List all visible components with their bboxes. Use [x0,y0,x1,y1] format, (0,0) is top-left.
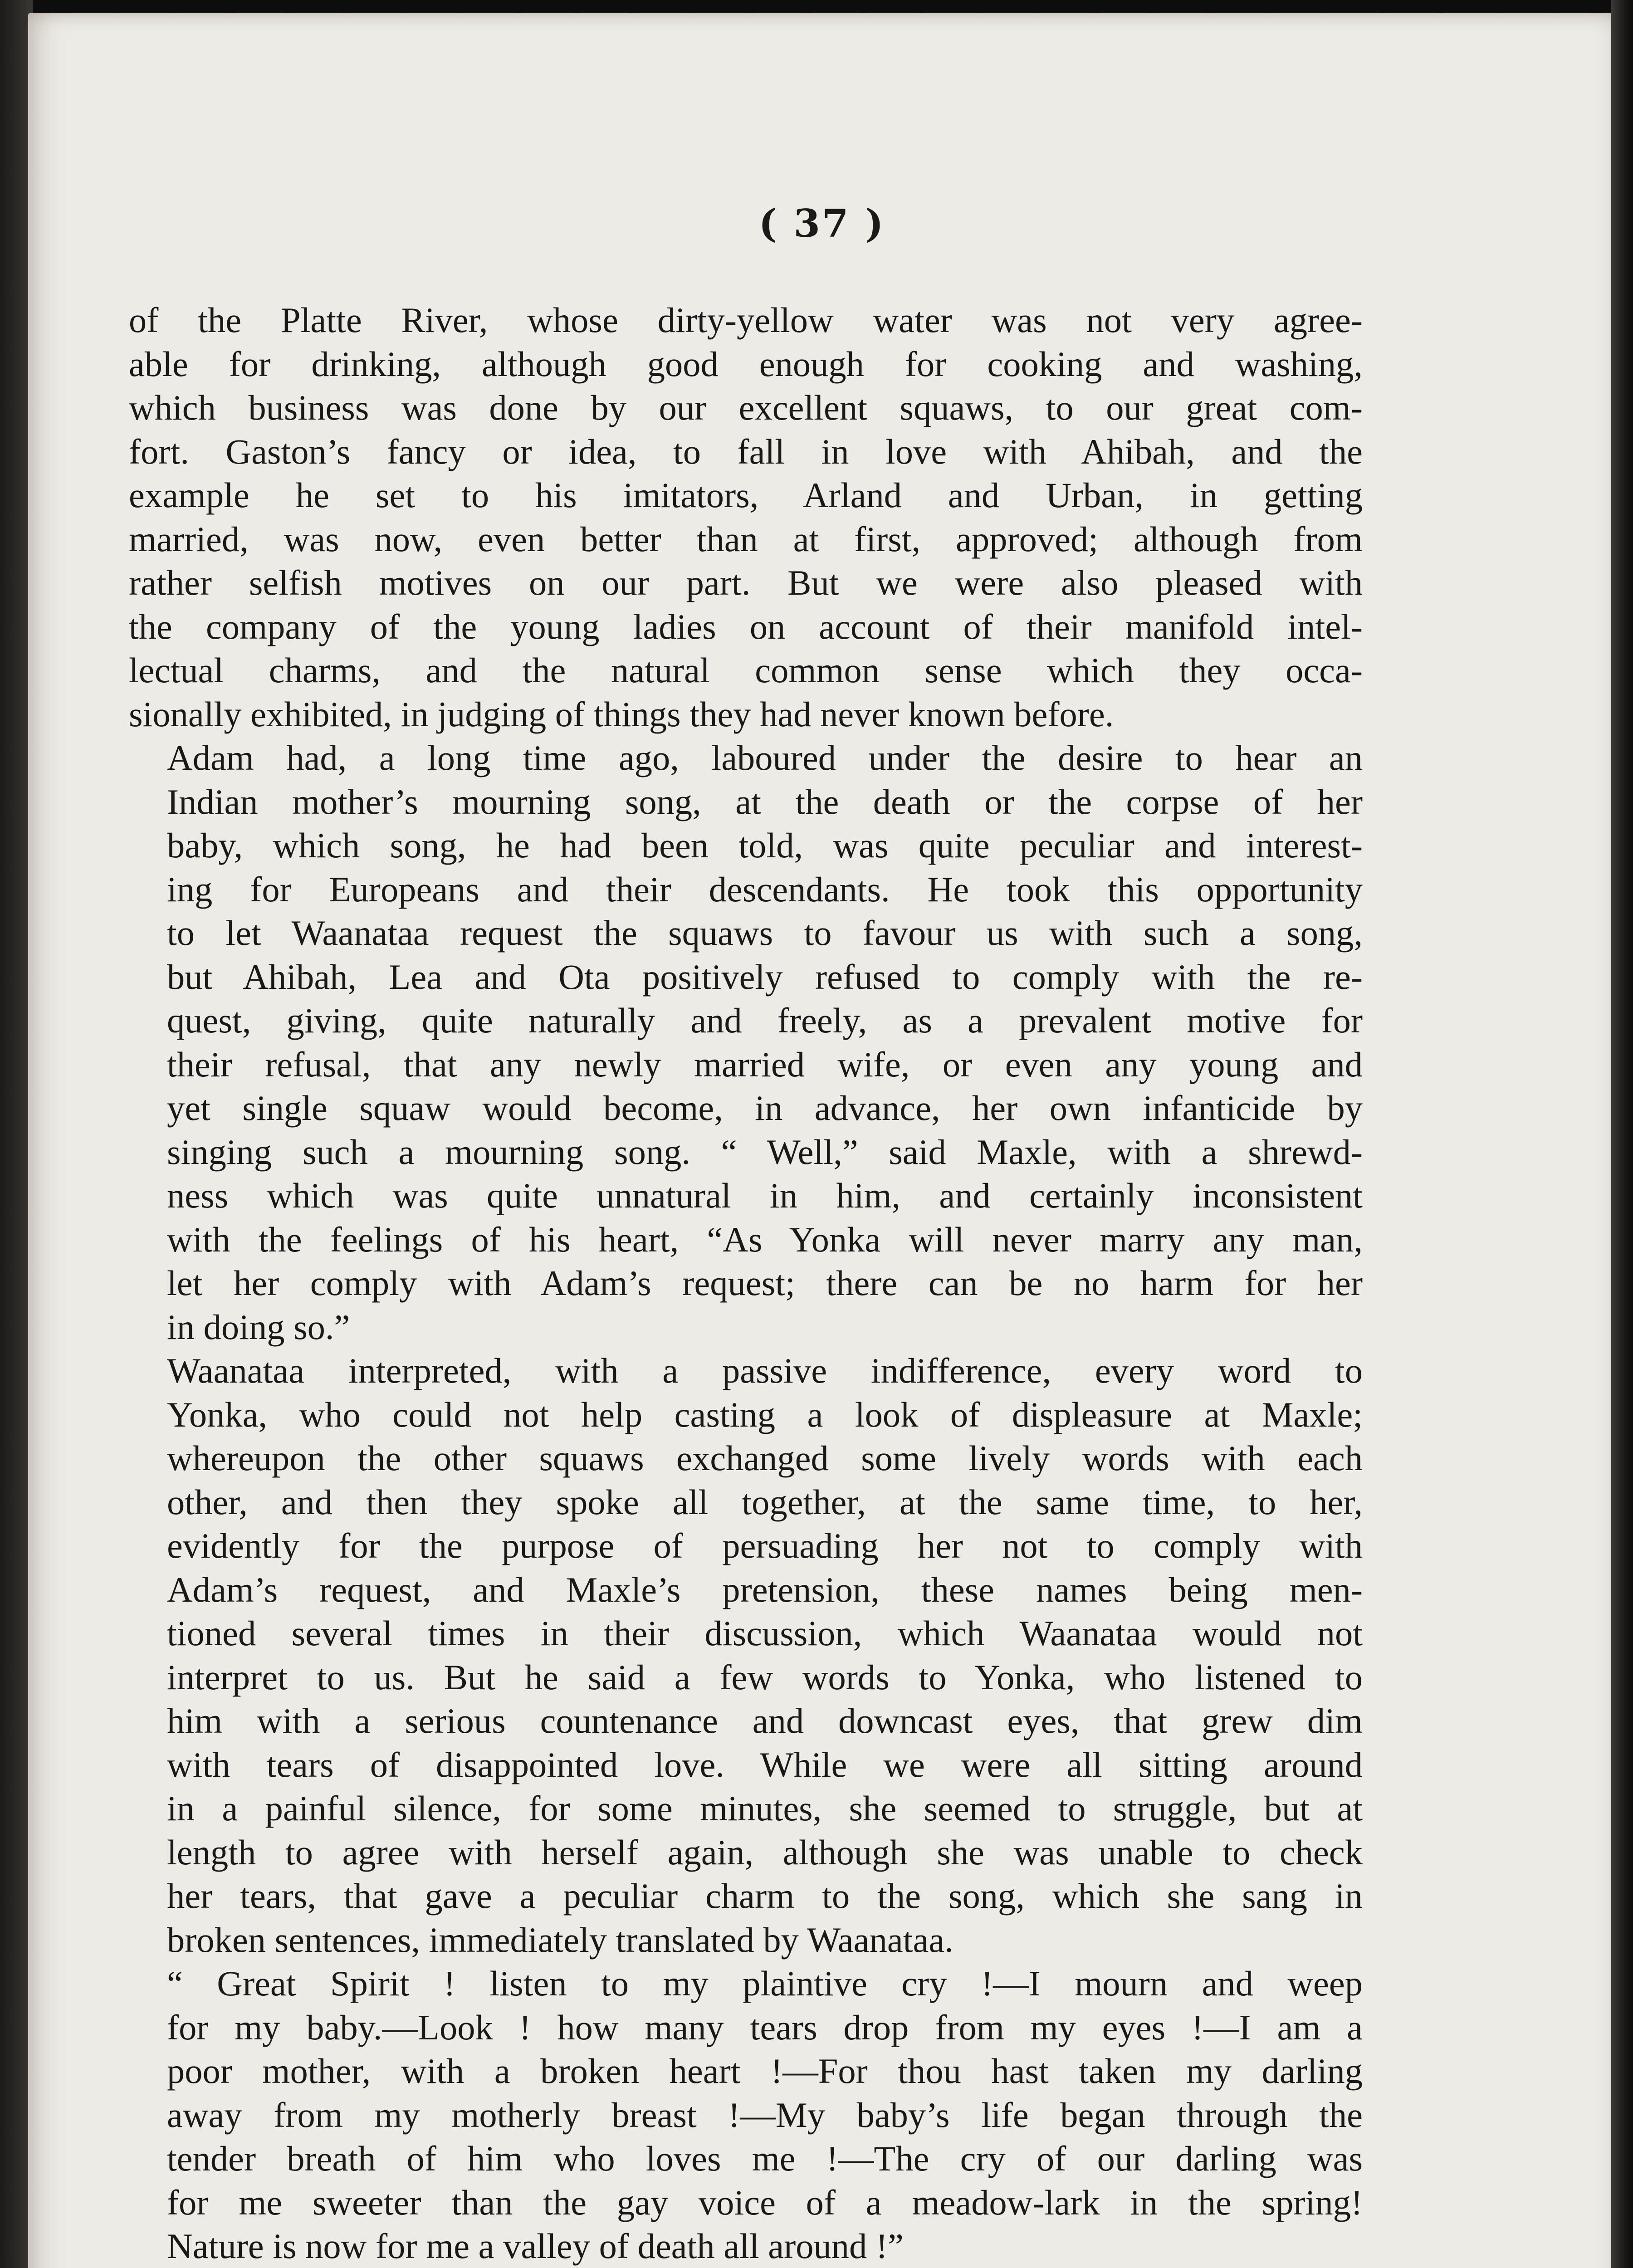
text-line: which business was done by our excellent squaws, to our great com- [129,388,1363,427]
text-line: with tears of disappointed love. While we were all sitting around [167,1745,1363,1784]
text-line: Indian mother’s mourning song, at the death or the corpse of her [167,782,1363,821]
text-line: of the Platte River, whose dirty-yellow water was not very agree- [129,300,1363,340]
text-line: to let Waanataa request the squaws to favour us with such a song, [167,913,1363,953]
text-line: length to agree with herself again, although she was unable to check [167,1832,1363,1872]
text-line: sionally exhibited, in judging of things they had never known before. [129,694,1114,734]
text-line: her tears, that gave a peculiar charm to the song, which she sang in [167,1876,1363,1916]
text-line: for my baby.—Look ! how many tears drop from my eyes !—I am a [167,2007,1363,2047]
text-line: their refusal, that any newly married wife, or even any young and [167,1044,1363,1084]
text-line: able for drinking, although good enough for cooking and washing, [129,344,1363,384]
text-line: example he set to his imitators, Arland and Urban, in getting [129,475,1363,515]
text-line: Waanataa interpreted, with a passive indifference, every word to [167,1351,1363,1390]
text-line: in a painful silence, for some minutes, she seemed to struggle, but at [167,1789,1363,1828]
text-line: tender breath of him who loves me !—The cry of our darling was [167,2139,1363,2178]
text-line: evidently for the purpose of persuading her not to comply with [167,1526,1363,1565]
paragraph [129,1962,1363,2268]
text-line: let her comply with Adam’s request; there can be no harm for her [167,1263,1363,1303]
text-line: ing for Europeans and their descendants. He took this opportunity [167,869,1363,909]
body-text [129,298,1363,2268]
text-line: married, was now, even better than at first, approved; although from [129,519,1363,559]
text-line: yet single squaw would become, in advance, her own infanticide by [167,1088,1363,1128]
text-line: rather selfish motives on our part. But we were also pleased with [129,563,1363,602]
text-line: quest, giving, quite naturally and freely, as a prevalent motive for [167,1001,1363,1040]
text-line: but Ahibah, Lea and Ota positively refused to comply with the re- [167,957,1363,997]
text-line: Adam had, a long time ago, laboured under the desire to hear an [167,738,1363,777]
text-line: him with a serious countenance and downcast eyes, that grew dim [167,1701,1363,1740]
text-line: tioned several times in their discussion, which Waanataa would not [167,1613,1363,1653]
text-line: broken sentences, immediately translated by Waanataa. [167,1920,953,1960]
text-line: with the feelings of his heart, “As Yonka will never marry any man, [167,1219,1363,1259]
text-line: whereupon the other squaws exchanged some lively words with each [167,1438,1363,1478]
paragraph [129,298,1363,736]
paragraph [129,736,1363,1349]
page-number: ( 37 ) [758,201,885,246]
text-line: Nature is now for me a valley of death all around !” [167,2226,904,2266]
paragraph [129,1349,1363,1962]
text-line: other, and then they spoke all together, at the same time, to her, [167,1482,1363,1522]
text-line: in doing so.” [167,1307,350,1347]
text-line: for me sweeter than the gay voice of a meadow-lark in the spring! [167,2182,1363,2222]
book-page [28,13,1616,2268]
text-line: ness which was quite unnatural in him, and certainly inconsistent [167,1176,1363,1215]
text-line: Yonka, who could not help casting a look of displeasure at Maxle; [167,1394,1363,1434]
text-line: the company of the young ladies on account of their manifold intel- [129,606,1363,646]
text-line: Adam’s request, and Maxle’s pretension, these names being men- [167,1569,1363,1609]
text-line: away from my motherly breast !—My baby’s life began through the [167,2095,1363,2135]
text-line: baby, which song, he had been told, was quite peculiar and interest- [167,826,1363,865]
text-line: “ Great Spirit ! listen to my plaintive cry !—I mourn and weep [167,1964,1363,2003]
page-right-edge [1611,0,1633,2268]
text-line: lectual charms, and the natural common sense which they occa- [129,650,1363,690]
text-line: interpret to us. But he said a few words to Yonka, who listened to [167,1657,1363,1697]
text-line: singing such a mourning song. “ Well,” said Maxle, with a shrewd- [167,1132,1363,1172]
text-line: poor mother, with a broken heart !—For thou hast taken my darling [167,2051,1363,2091]
text-line: fort. Gaston’s fancy or idea, to fall in love with Ahibah, and the [129,431,1363,471]
